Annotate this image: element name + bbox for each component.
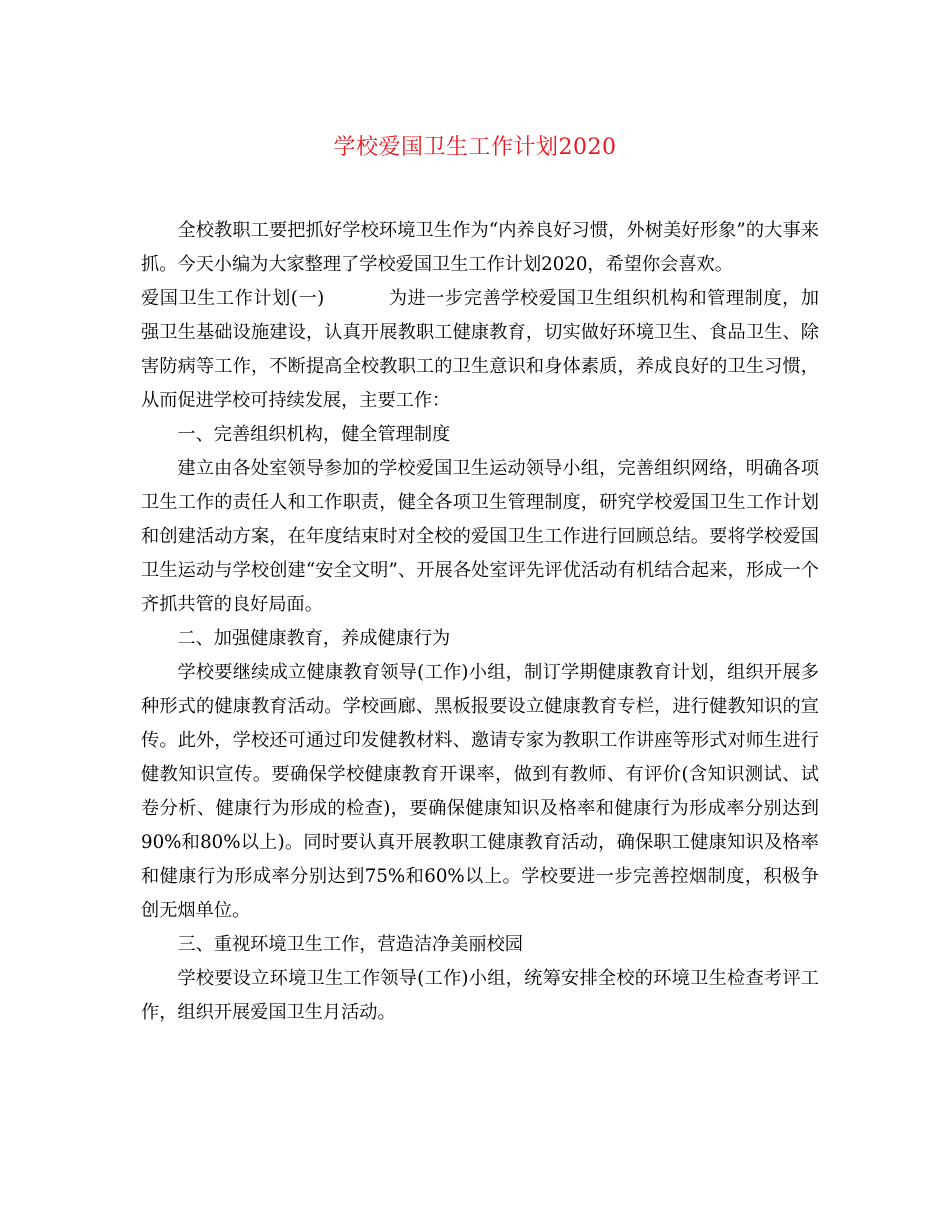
plan-intro-text: 为进一步完善学校爱国卫生组织机构和管理制度，加强卫生基础设施建设，认真开展教职工健康教育，切实做好环境卫生、食品卫生、除害防病等工作，不断提高全校教职工的卫生意识和身体素质，养成良好的卫生习惯，从而促进学校可持续发展，主要工作：: [141, 288, 819, 411]
document-body: [141, 214, 819, 1030]
intro-paragraph: 全校教职工要把抓好学校环境卫生作为“内养良好习惯，外树美好形象”的大事来抓。今天小编为大家整理了学校爱国卫生工作计划2020，希望你会喜欢。: [141, 220, 819, 275]
section-heading: 一、完善组织机构，健全管理制度: [177, 424, 451, 445]
section-paragraph: 建立由各处室领导参加的学校爱国卫生运动领导小组，完善组织网络，明确各项卫生工作的责任人和工作职责，健全各项卫生管理制度，研究学校爱国卫生工作计划和创建活动方案，在年度结束时对全校的爱国卫生工作进行回顾总结。要将学校爱国卫生运动与学校创建“安全文明”、开展各处室评先评优活动有机结合起来，形成一个齐抓共管的良好局面。: [141, 458, 819, 615]
section-heading: 二、加强健康教育，养成健康行为: [177, 628, 451, 649]
section-paragraph: 学校要继续成立健康教育领导(工作)小组，制订学期健康教育计划，组织开展多种形式的健康教育活动。学校画廊、黑板报要设立健康教育专栏，进行健教知识的宣传。此外，学校还可通过印发健教材料、邀请专家为教职工作讲座等形式对师生进行健教知识宣传。要确保学校健康教育开课率，做到有教师、有评价(含知识测试、试卷分析、健康行为形成的检查)，要确保健康知识及格率和健康行为形成率分别达到90%和80%以上)。同时要认真开展教职工健康教育活动，确保职工健康知识及格率和健康行为形成率分别达到75%和60%以上。学校要进一步完善控烟制度，积极争创无烟单位。: [141, 662, 819, 921]
section-paragraph: 学校要设立环境卫生工作领导(工作)小组，统筹安排全校的环境卫生检查考评工作，组织开展爱国卫生月活动。: [141, 968, 819, 1023]
document-title: 学校爱国卫生工作计划2020: [333, 135, 617, 160]
plan-paragraph: [141, 282, 819, 418]
plan-heading: 爱国卫生工作计划(一): [141, 288, 325, 309]
section-heading: 三、重视环境卫生工作，营造洁净美丽校园: [177, 934, 523, 955]
